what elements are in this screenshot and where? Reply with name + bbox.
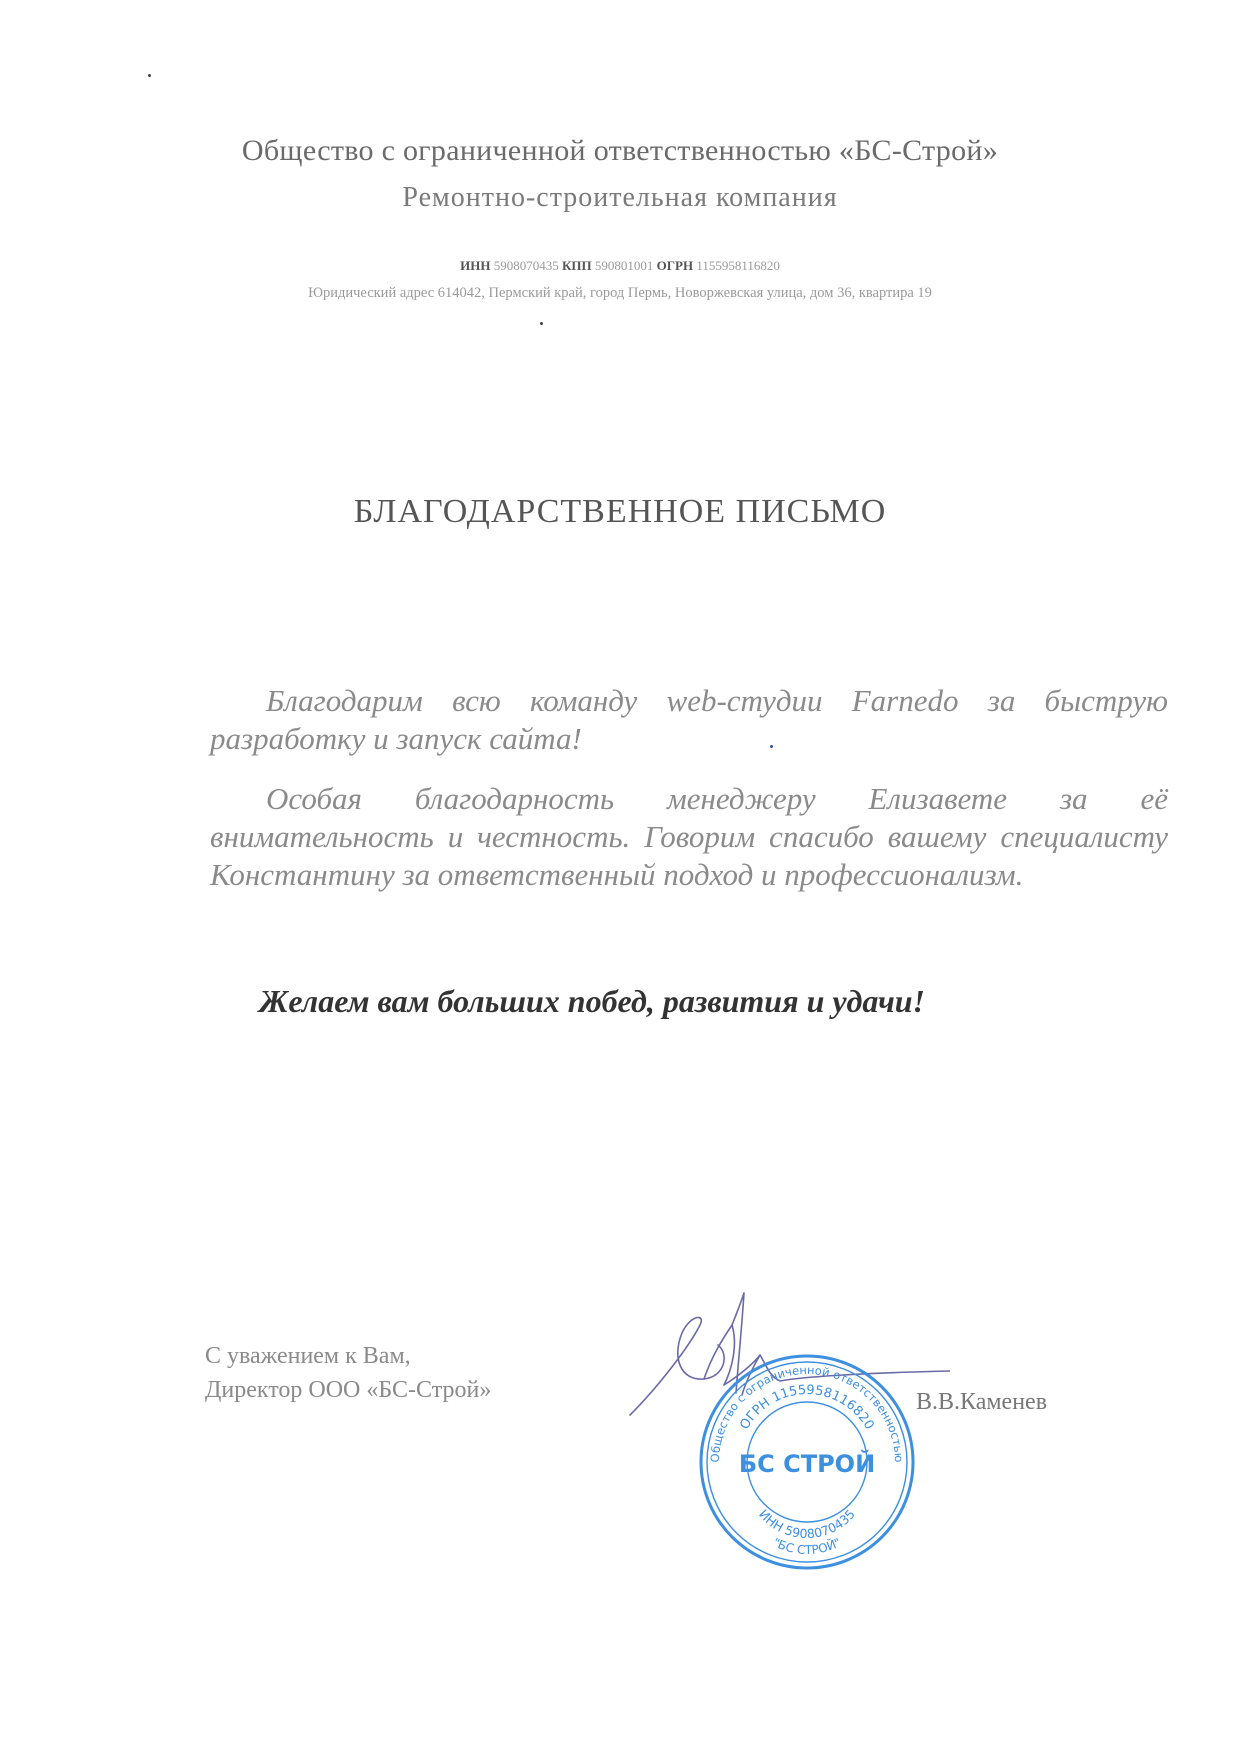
closing-wish: Желаем вам больших побед, развития и удачи! xyxy=(259,983,925,1019)
inn-value: 5908070435 xyxy=(493,258,559,273)
address-value: 614042, Пермский край, город Пермь, Новоржевская улица, дом 36, квартира 19 xyxy=(437,285,932,301)
legal-address-line xyxy=(0,285,1240,302)
scan-speck xyxy=(540,322,543,325)
scan-speck xyxy=(148,74,151,77)
registration-line xyxy=(0,258,1240,274)
stamp-center-text: БС СТРОЙ xyxy=(738,1450,876,1478)
body-paragraph-2: Особая благодарность менеджеру Елизавете за её внимательность и честность. Говорим спасибо вашему специалисту Константину за ответственный подход и профессионализм. xyxy=(210,781,1168,892)
kpp-label: КПП xyxy=(561,258,592,273)
kpp-value: 590801001 xyxy=(594,258,654,273)
company-type: Ремонтно-строительная компания xyxy=(402,182,838,213)
company-name: Общество с ограниченной ответственностью «БС-Строй» xyxy=(241,134,999,167)
document-title: БЛАГОДАРСТВЕННОЕ ПИСЬМО xyxy=(353,493,887,530)
stamp-outer-text: Общество с ограниченной ответственностью xyxy=(707,1362,907,1463)
address-label: Юридический адрес xyxy=(308,285,435,301)
closing-position: Директор ООО «БС-Строй» xyxy=(205,1377,492,1403)
company-stamp xyxy=(695,1350,919,1574)
signatory-name: В.В.Каменев xyxy=(916,1389,1048,1415)
ogrn-label: ОГРН xyxy=(656,258,694,273)
ogrn-value: 1155958116820 xyxy=(696,258,780,273)
closing-salutation: С уважением к Вам, xyxy=(205,1343,411,1369)
inn-label: ИНН xyxy=(460,258,491,273)
stamp-inn-text: ИНН 5908070435 xyxy=(756,1506,858,1542)
stamp-ogrn-text: ОГРН 1155958116820 xyxy=(737,1382,877,1433)
body-paragraph-1: Благодарим всю команду web-студии Farnedo за быструю разработку и запуск сайта! xyxy=(210,683,1168,756)
stamp-bottom-text: "БС СТРОЙ" xyxy=(770,1535,844,1558)
